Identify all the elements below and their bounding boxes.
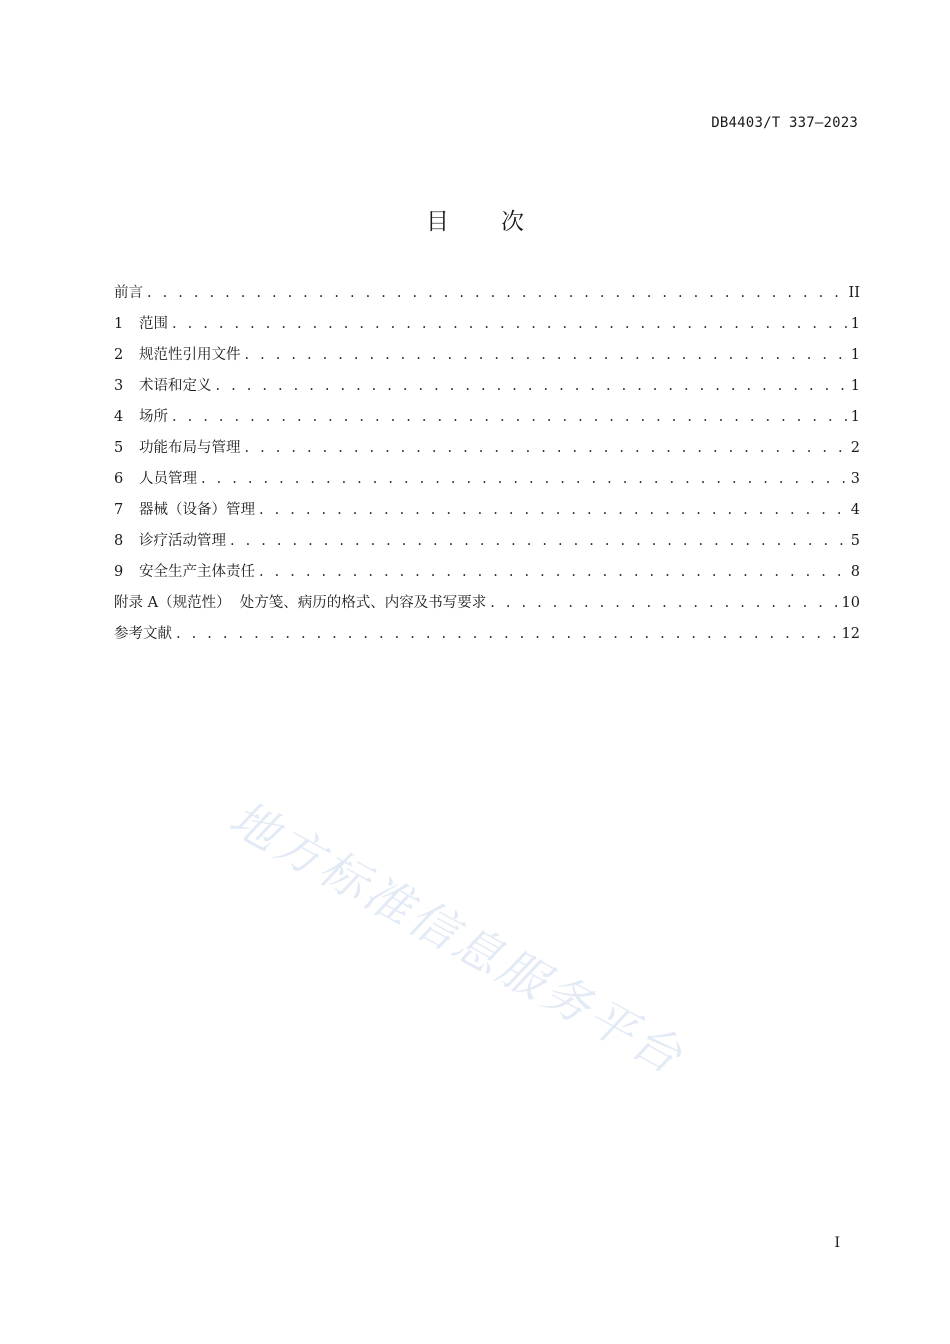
- toc-item-number: 4: [114, 409, 124, 425]
- document-code: DB4403/T 337—2023: [711, 115, 858, 131]
- toc-item-label: 术语和定义: [139, 378, 212, 394]
- table-of-contents: [114, 282, 860, 654]
- toc-leader-dots: [172, 406, 847, 428]
- toc-item-number: 9: [114, 564, 124, 580]
- toc-item-foreword[interactable]: [114, 282, 860, 313]
- toc-item-number: 5: [114, 440, 124, 456]
- toc-item-number: 3: [114, 378, 124, 394]
- toc-item-normative-references[interactable]: [114, 344, 860, 375]
- toc-item-label: 规范性引用文件: [139, 347, 241, 363]
- toc-item-page: 1: [850, 347, 860, 363]
- toc-leader-dots: [230, 530, 847, 552]
- toc-item-label: 范围: [139, 316, 168, 332]
- toc-leader-dots: [172, 313, 847, 335]
- toc-item-scope[interactable]: [114, 313, 860, 344]
- toc-item-page: 1: [850, 378, 860, 394]
- toc-item-terms-definitions[interactable]: [114, 375, 860, 406]
- toc-item-page: 3: [850, 471, 860, 487]
- toc-item-page: 5: [850, 533, 860, 549]
- toc-item-page: II: [848, 285, 860, 301]
- toc-item-page: 4: [850, 502, 860, 518]
- toc-leader-dots: [245, 344, 847, 366]
- toc-item-premises[interactable]: [114, 406, 860, 437]
- toc-item-number: 8: [114, 533, 124, 549]
- toc-leader-dots: [147, 282, 845, 304]
- toc-item-label: 前言: [114, 285, 143, 301]
- toc-item-appendix-a[interactable]: [114, 592, 860, 623]
- toc-item-number: 2: [114, 347, 124, 363]
- toc-leader-dots: [176, 623, 838, 645]
- title-char-right: 次: [501, 209, 524, 235]
- toc-item-page: 1: [850, 316, 860, 332]
- toc-item-label: 功能布局与管理: [139, 440, 241, 456]
- page-title: [0, 203, 950, 236]
- toc-item-label: 附录 A（规范性） 处方笺、病历的格式、内容及书写要求: [114, 595, 487, 611]
- toc-item-layout-management[interactable]: [114, 437, 860, 468]
- toc-item-page: 12: [841, 626, 860, 642]
- toc-item-clinical-activity[interactable]: [114, 530, 860, 561]
- toc-leader-dots: [201, 468, 847, 490]
- toc-leader-dots: [259, 561, 847, 583]
- toc-item-label: 安全生产主体责任: [139, 564, 255, 580]
- watermark: 地方标准信息服务平台: [220, 790, 694, 1087]
- title-char-left: 目: [426, 209, 449, 235]
- toc-item-label: 诊疗活动管理: [139, 533, 226, 549]
- toc-leader-dots: [245, 437, 847, 459]
- toc-item-label: 场所: [139, 409, 168, 425]
- toc-item-page: 1: [850, 409, 860, 425]
- page-number: I: [834, 1235, 840, 1251]
- toc-item-label: 人员管理: [139, 471, 197, 487]
- toc-item-page: 8: [850, 564, 860, 580]
- toc-item-personnel-management[interactable]: [114, 468, 860, 499]
- toc-item-safety-responsibility[interactable]: [114, 561, 860, 592]
- toc-item-number: 6: [114, 471, 124, 487]
- toc-leader-dots: [216, 375, 847, 397]
- toc-leader-dots: [490, 592, 837, 614]
- toc-item-label: 器械（设备）管理: [139, 502, 255, 518]
- toc-item-bibliography[interactable]: [114, 623, 860, 654]
- toc-item-number: 1: [114, 316, 124, 332]
- toc-item-equipment-management[interactable]: [114, 499, 860, 530]
- toc-item-page: 10: [841, 595, 860, 611]
- toc-leader-dots: [259, 499, 847, 521]
- toc-item-label: 参考文献: [114, 626, 172, 642]
- toc-item-number: 7: [114, 502, 124, 518]
- toc-item-page: 2: [850, 440, 860, 456]
